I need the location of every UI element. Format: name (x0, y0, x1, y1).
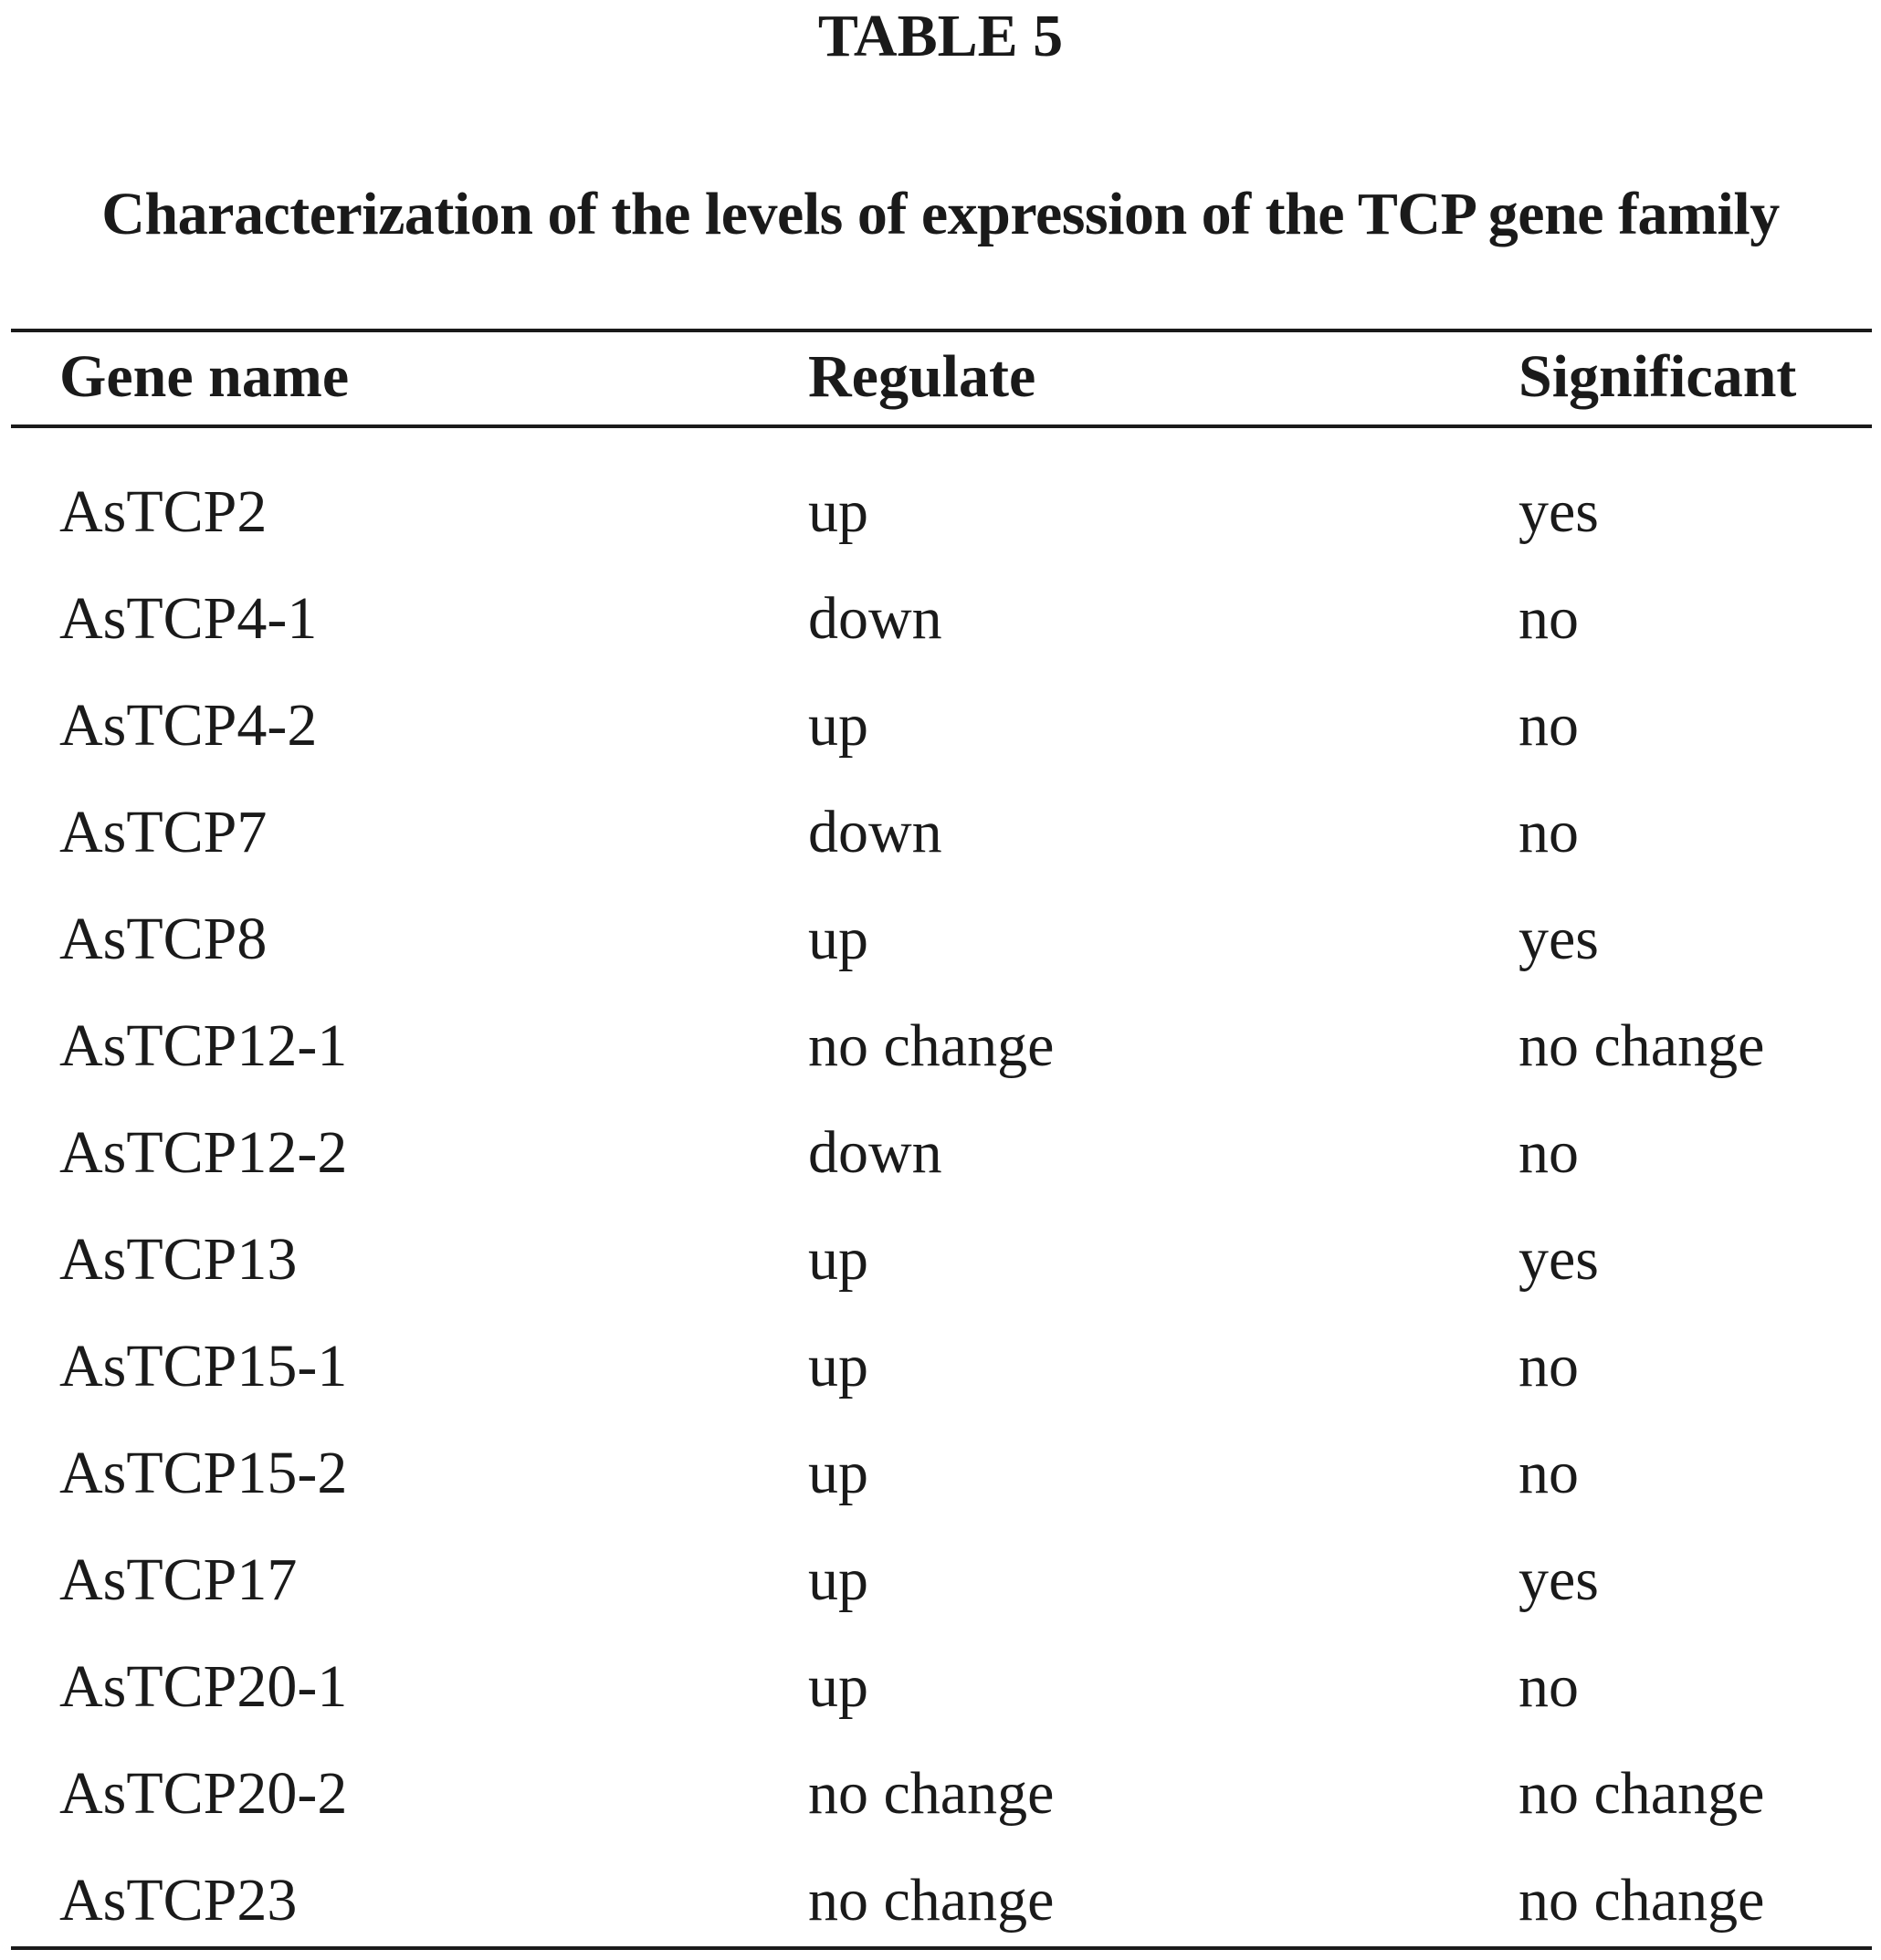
table-label: TABLE 5 (817, 3, 1064, 69)
table-body (0, 458, 1881, 1954)
gene-name-cell: AsTCP7 (59, 798, 268, 865)
header-gene-name: Gene name (59, 343, 350, 410)
significant-cell: no (1518, 798, 1579, 865)
gene-name-cell: AsTCP4-2 (59, 691, 318, 759)
gene-name-cell: AsTCP12-1 (59, 1011, 348, 1079)
header-regulate: Regulate (808, 343, 1036, 410)
gene-name-cell: AsTCP23 (59, 1866, 298, 1934)
regulate-cell: up (808, 1225, 868, 1293)
significant-cell: yes (1518, 477, 1599, 545)
bottom-rule (11, 1946, 1872, 1950)
table-row (0, 779, 1881, 886)
gene-name-cell: AsTCP12-2 (59, 1118, 348, 1186)
significant-cell: no change (1518, 1759, 1765, 1827)
significant-cell: no change (1518, 1866, 1765, 1934)
table-row (0, 1206, 1881, 1313)
gene-name-cell: AsTCP15-1 (59, 1332, 348, 1399)
gene-name-cell: AsTCP17 (59, 1546, 298, 1613)
significant-cell: no (1518, 1652, 1579, 1720)
gene-name-cell: AsTCP15-2 (59, 1439, 348, 1506)
regulate-cell: down (808, 798, 942, 865)
gene-name-cell: AsTCP8 (59, 905, 268, 972)
table-row (0, 992, 1881, 1099)
significant-cell: no (1518, 1439, 1579, 1506)
table-row (0, 886, 1881, 992)
significant-cell: no (1518, 691, 1579, 759)
significant-cell: yes (1518, 1546, 1599, 1613)
regulate-cell: down (808, 584, 942, 652)
regulate-cell: up (808, 1332, 868, 1399)
regulate-cell: down (808, 1118, 942, 1186)
regulate-cell: up (808, 691, 868, 759)
table-row (0, 1847, 1881, 1954)
regulate-cell: no change (808, 1759, 1055, 1827)
regulate-cell: up (808, 1546, 868, 1613)
header-rule (11, 424, 1872, 428)
significant-cell: yes (1518, 1225, 1599, 1293)
regulate-cell: no change (808, 1866, 1055, 1934)
regulate-cell: no change (808, 1011, 1055, 1079)
gene-name-cell: AsTCP20-1 (59, 1652, 348, 1720)
gene-name-cell: AsTCP13 (59, 1225, 298, 1293)
significant-cell: no (1518, 1332, 1579, 1399)
gene-name-cell: AsTCP4-1 (59, 584, 318, 652)
significant-cell: no (1518, 584, 1579, 652)
gene-name-cell: AsTCP2 (59, 477, 268, 545)
table-caption: Characterization of the levels of expression of the TCP gene family (101, 181, 1780, 247)
table-row (0, 1099, 1881, 1206)
gene-name-cell: AsTCP20-2 (59, 1759, 348, 1827)
table-row (0, 1740, 1881, 1847)
significant-cell: no change (1518, 1011, 1765, 1079)
regulate-cell: up (808, 477, 868, 545)
table-row (0, 1526, 1881, 1633)
table-row (0, 1313, 1881, 1420)
significant-cell: no (1518, 1118, 1579, 1186)
significant-cell: yes (1518, 905, 1599, 972)
header-significant: Significant (1518, 343, 1797, 410)
table-row (0, 672, 1881, 779)
regulate-cell: up (808, 1652, 868, 1720)
regulate-cell: up (808, 905, 868, 972)
table-row (0, 1420, 1881, 1526)
table-row (0, 458, 1881, 565)
regulate-cell: up (808, 1439, 868, 1506)
table-row (0, 1633, 1881, 1740)
table-header-row (0, 331, 1881, 423)
table-row (0, 565, 1881, 672)
